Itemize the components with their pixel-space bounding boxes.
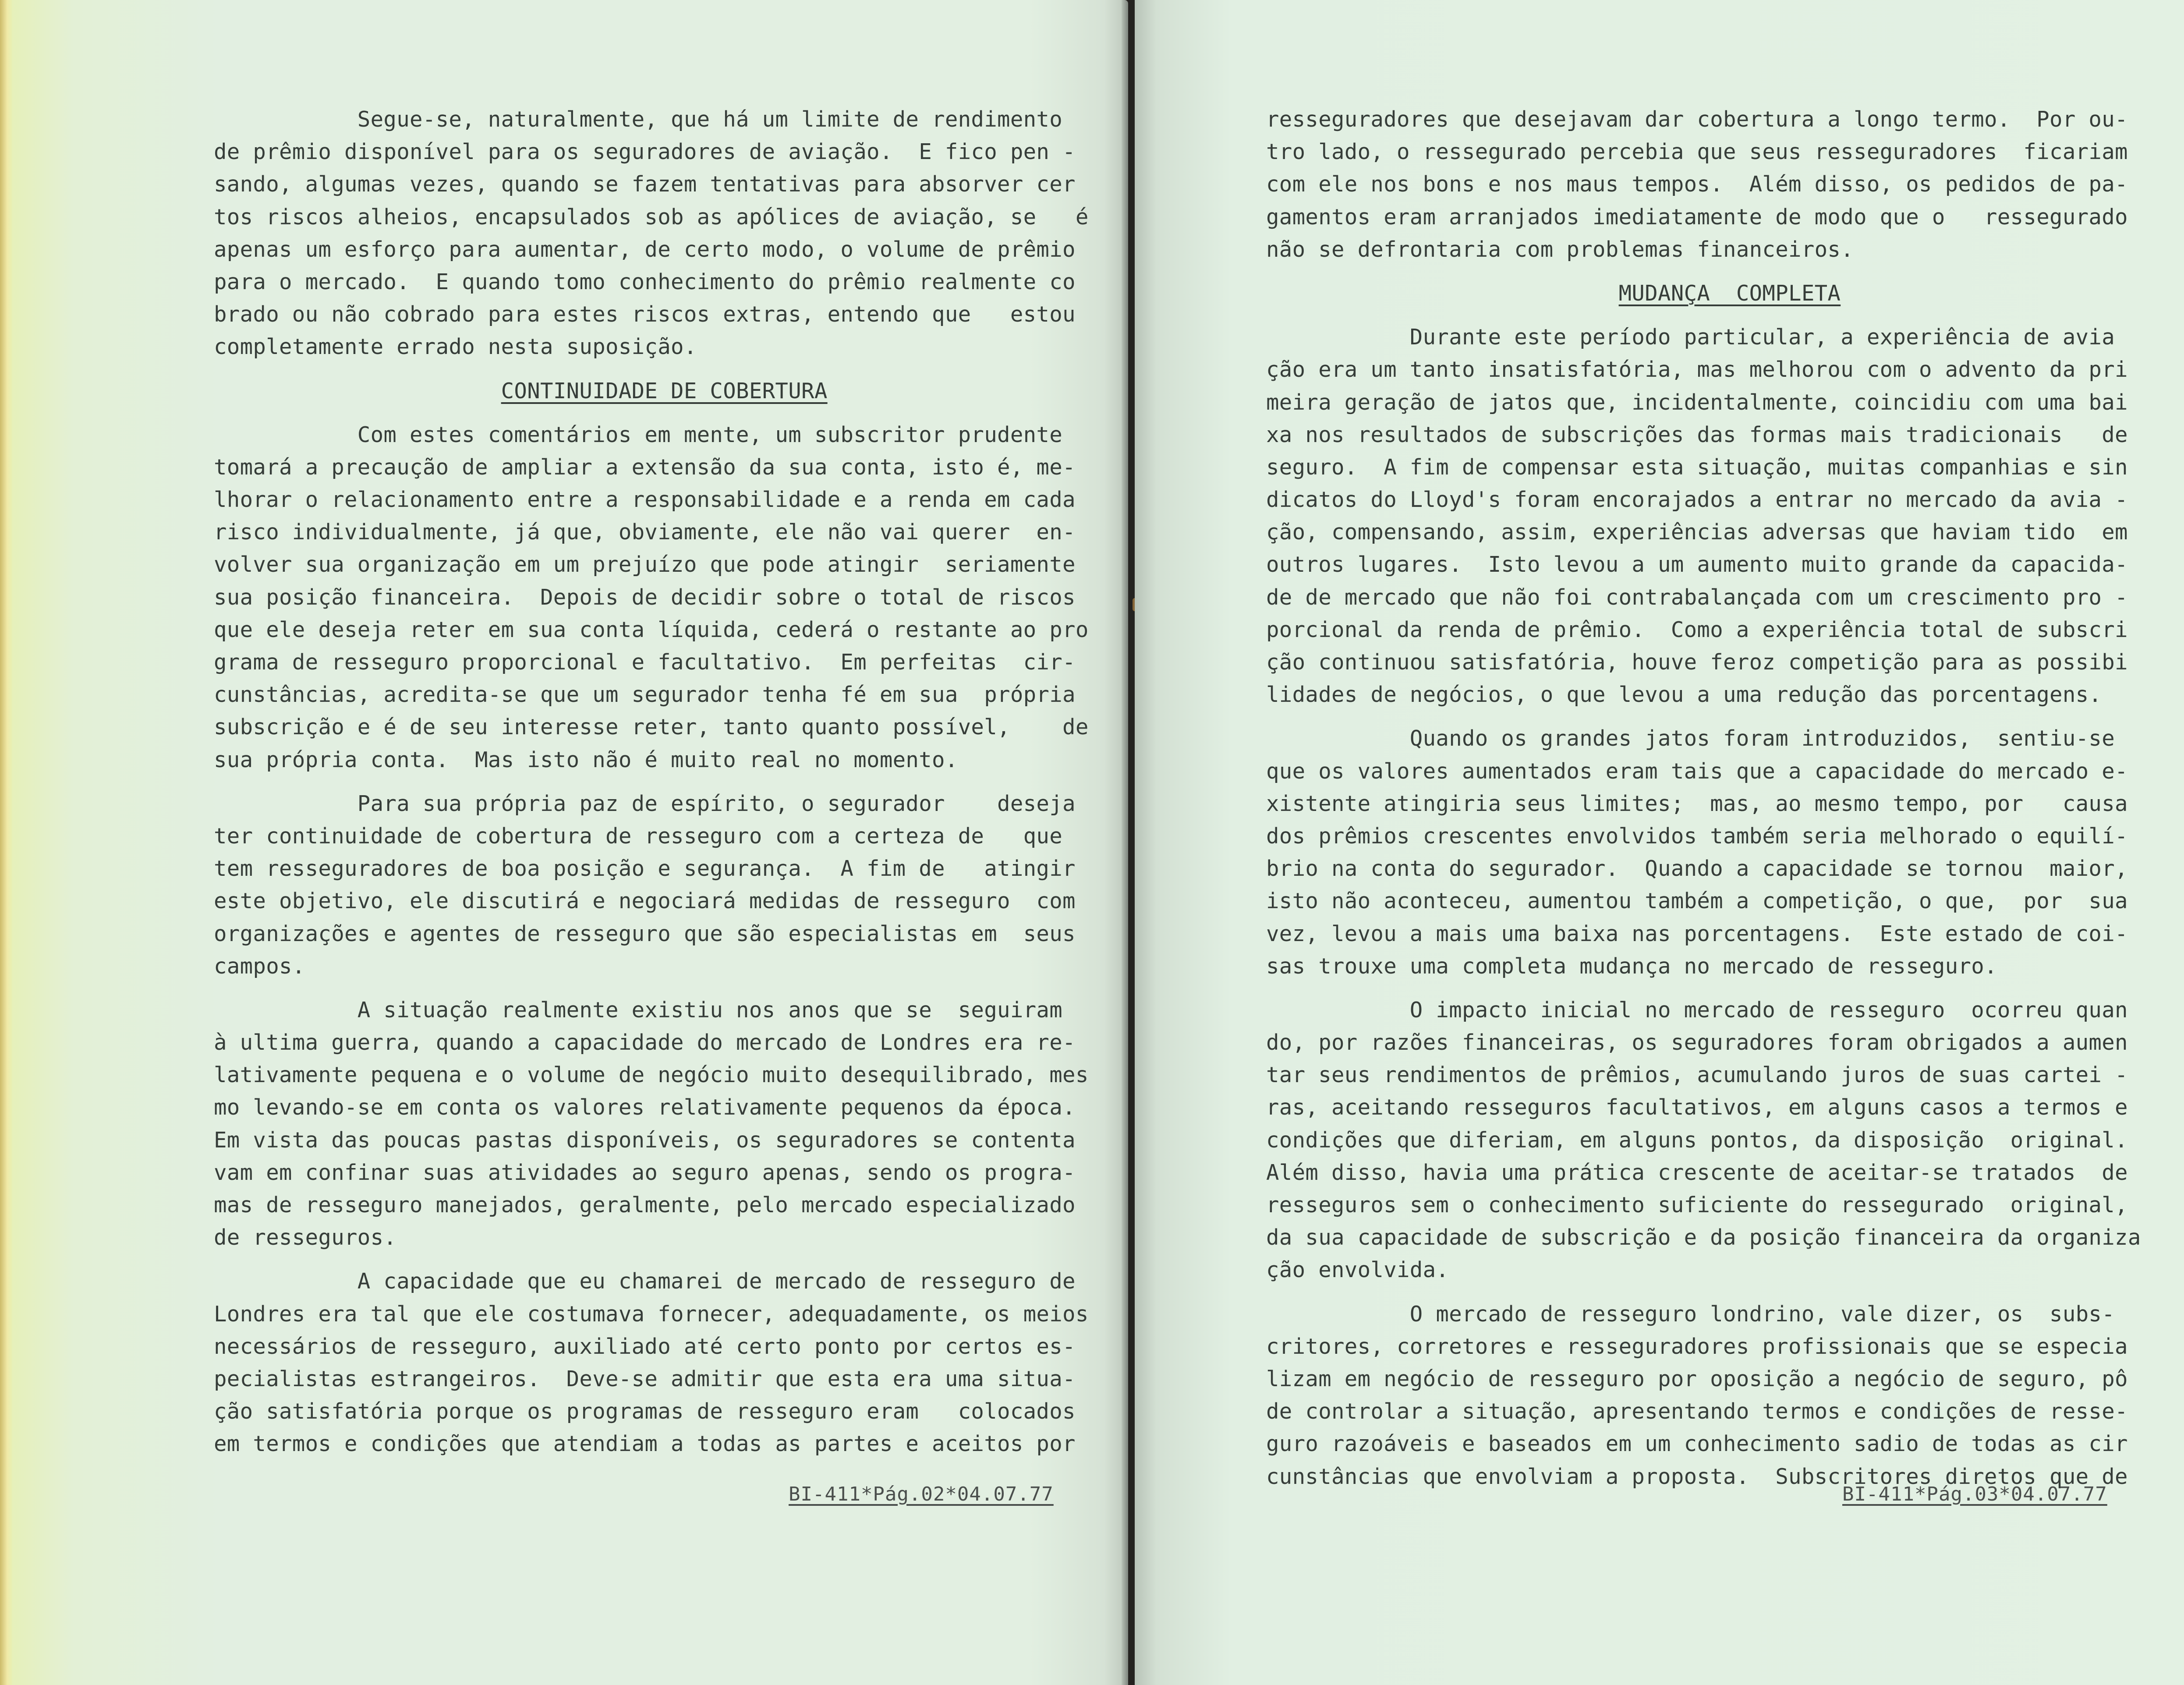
text-line: ção envolvida. xyxy=(1266,1257,1449,1283)
text-line: grama de resseguro proporcional e facultativo. Em perfeitas cir- xyxy=(214,650,1076,675)
text-line: xa nos resultados de subscrições das formas mais tradicionais de xyxy=(1266,422,2128,447)
text-line: A situação realmente existiu nos anos que se seguiram xyxy=(214,997,1063,1023)
text-line: Além disso, havia uma prática crescente de aceitar-se tratados de xyxy=(1266,1160,2128,1185)
text-line: lhorar o relacionamento entre a responsabilidade e a renda em cada xyxy=(214,487,1076,513)
text-line: ção continuou satisfatória, houve feroz competição para as possibi xyxy=(1266,650,2128,675)
right-page-body xyxy=(1266,103,2141,1493)
text-line: porcional da renda de prêmio. Como a experiência total de subscri xyxy=(1266,617,2128,642)
text-line: seguro. A fim de compensar esta situação, muitas companhias e sin xyxy=(1266,454,2128,480)
text-line: gamentos eram arranjados imediatamente de modo que o ressegurado xyxy=(1266,204,2128,230)
text-line: A capacidade que eu chamarei de mercado de resseguro de xyxy=(214,1269,1076,1294)
text-line: ter continuidade de cobertura de resseguro com a certeza de que xyxy=(214,823,1063,849)
text-line: este objetivo, ele discutirá e negociará medidas de resseguro com xyxy=(214,889,1076,914)
text-line: com ele nos bons e nos maus tempos. Além disso, os pedidos de pa- xyxy=(1266,172,2128,197)
text-line: campos. xyxy=(214,953,305,979)
text-line: Em vista das poucas pastas disponíveis, os seguradores se contenta xyxy=(214,1127,1076,1153)
text-line: outros lugares. Isto levou a um aumento muito grande da capacida- xyxy=(1266,552,2128,577)
text-line: cunstâncias, acredita-se que um segurador tenha fé em sua própria xyxy=(214,682,1076,708)
text-line: brado ou não cobrado para estes riscos extras, entendo que estou xyxy=(214,302,1076,327)
text-line: em termos e condições que atendiam a todas as partes e aceitos por xyxy=(214,1431,1076,1457)
text-line: meira geração de jatos que, incidentalmente, coincidiu com uma bai xyxy=(1266,389,2128,415)
text-line: resseguradores que desejavam dar cobertura a longo termo. Por ou- xyxy=(1266,107,2128,132)
text-line: à ultima guerra, quando a capacidade do mercado de Londres era re- xyxy=(214,1030,1076,1055)
text-line: xistente atingiria seus limites; mas, ao mesmo tempo, por causa xyxy=(1266,791,2128,816)
text-line: sando, algumas vezes, quando se fazem tentativas para absorver cer xyxy=(214,172,1076,197)
text-line: sas trouxe uma completa mudança no mercado de resseguro. xyxy=(1266,953,1997,979)
text-line: O impacto inicial no mercado de resseguro ocorreu quan xyxy=(1266,997,2128,1023)
text-line: ção era um tanto insatisfatória, mas melhorou com o advento da pri xyxy=(1266,357,2128,382)
text-line: volver sua organização em um prejuízo que pode atingir seriamente xyxy=(214,552,1076,577)
text-line: de controlar a situação, apresentando termos e condições de resse- xyxy=(1266,1399,2128,1424)
text-line: Durante este período particular, a experiência de avia xyxy=(1266,325,2115,350)
text-line: que ele deseja reter em sua conta líquida, cederá o restante ao pro xyxy=(214,617,1089,642)
text-line: mas de resseguro manejados, geralmente, pelo mercado especializado xyxy=(214,1193,1076,1218)
text-line: lidades de negócios, o que levou a uma redução das porcentagens. xyxy=(1266,682,2102,708)
text-line: tar seus rendimentos de prêmios, acumulando juros de suas cartei - xyxy=(1266,1062,2128,1088)
text-line: necessários de resseguro, auxiliado até certo ponto por certos es- xyxy=(214,1334,1076,1359)
text-line: Com estes comentários em mente, um subscritor prudente xyxy=(214,422,1063,447)
text-line: resseguros sem o conhecimento suficiente do ressegurado original, xyxy=(1266,1193,2128,1218)
text-line: do, por razões financeiras, os seguradores foram obrigados a aumen xyxy=(1266,1030,2128,1055)
left-page-body xyxy=(214,103,1089,1461)
text-line: condições que diferiam, em alguns pontos, da disposição original. xyxy=(1266,1127,2128,1153)
text-line: tos riscos alheios, encapsulados sob as apólices de aviação, se é xyxy=(214,204,1089,230)
text-line: tem resseguradores de boa posição e segurança. A fim de atingir xyxy=(214,856,1076,881)
text-line: completamente errado nesta suposição. xyxy=(214,334,697,360)
text-line: tomará a precaução de ampliar a extensão da sua conta, isto é, me- xyxy=(214,454,1076,480)
text-line: brio na conta do segurador. Quando a capacidade se tornou maior, xyxy=(1266,856,2128,881)
section-heading: CONTINUIDADE DE COBERTURA xyxy=(501,378,828,404)
right-page xyxy=(1135,0,2184,1685)
text-line: apenas um esforço para aumentar, de certo modo, o volume de prêmio xyxy=(214,237,1076,262)
text-line: dos prêmios crescentes envolvidos também seria melhorado o equilí- xyxy=(1266,823,2128,849)
text-line: organizações e agentes de resseguro que são especialistas em seus xyxy=(214,921,1076,946)
text-line: Londres era tal que ele costumava fornecer, adequadamente, os meios xyxy=(214,1301,1089,1327)
text-line: O mercado de resseguro londrino, vale dizer, os subs- xyxy=(1266,1301,2115,1327)
text-line: de de mercado que não foi contrabalançada com um crescimento pro - xyxy=(1266,584,2128,610)
text-line: risco individualmente, já que, obviamente, ele não vai querer en- xyxy=(214,520,1076,545)
text-line: tro lado, o ressegurado percebia que seus resseguradores ficariam xyxy=(1266,139,2128,165)
text-line: ção satisfatória porque os programas de resseguro eram colocados xyxy=(214,1399,1076,1424)
text-line: Para sua própria paz de espírito, o segurador deseja xyxy=(214,791,1076,816)
text-line: vez, levou a mais uma baixa nas porcentagens. Este estado de coi- xyxy=(1266,921,2128,946)
right-page-footer: BI-411*Pág.03*04.07.77 xyxy=(1842,1483,2107,1505)
text-line: dicatos do Lloyd's foram encorajados a entrar no mercado da avia - xyxy=(1266,487,2128,513)
text-line: lizam em negócio de resseguro por oposição a negócio de seguro, pô xyxy=(1266,1366,2128,1391)
section-heading: MUDANÇA COMPLETA xyxy=(1618,280,1841,306)
text-line: que os valores aumentados eram tais que a capacidade do mercado e- xyxy=(1266,758,2128,784)
text-line: ção, compensando, assim, experiências adversas que haviam tido em xyxy=(1266,520,2128,545)
text-line: não se defrontaria com problemas financeiros. xyxy=(1266,237,1854,262)
text-line: sua própria conta. Mas isto não é muito real no momento. xyxy=(214,747,958,772)
left-page-footer: BI-411*Pág.02*04.07.77 xyxy=(789,1483,1054,1505)
text-line: ras, aceitando resseguros facultativos, em alguns casos a termos e xyxy=(1266,1095,2128,1120)
text-line: pecialistas estrangeiros. Deve-se admitir que esta era uma situa- xyxy=(214,1366,1076,1391)
text-line: para o mercado. E quando tomo conhecimento do prêmio realmente co xyxy=(214,269,1076,294)
text-line: da sua capacidade de subscrição e da posição financeira da organiza xyxy=(1266,1225,2141,1250)
text-line: subscrição e é de seu interesse reter, tanto quanto possível, de xyxy=(214,715,1089,740)
text-line: Segue-se, naturalmente, que há um limite de rendimento xyxy=(214,107,1063,132)
text-line: cunstâncias que envolviam a proposta. Subscritores diretos que de xyxy=(1266,1464,2128,1489)
text-line: sua posição financeira. Depois de decidir sobre o total de riscos xyxy=(214,584,1076,610)
text-line: mo levando-se em conta os valores relativamente pequenos da época. xyxy=(214,1095,1076,1120)
text-line: de prêmio disponível para os seguradores de aviação. E fico pen - xyxy=(214,139,1076,165)
text-line: critores, corretores e resseguradores profissionais que se especia xyxy=(1266,1334,2128,1359)
text-line: lativamente pequena e o volume de negócio muito desequilibrado, mes xyxy=(214,1062,1089,1088)
text-line: isto não aconteceu, aumentou também a competição, o que, por sua xyxy=(1266,889,2128,914)
text-line: vam em confinar suas atividades ao seguro apenas, sendo os progra- xyxy=(214,1160,1076,1185)
text-line: guro razoáveis e baseados em um conhecimento sadio de todas as cir xyxy=(1266,1431,2128,1457)
text-line: de resseguros. xyxy=(214,1225,397,1250)
text-line: Quando os grandes jatos foram introduzidos, sentiu-se xyxy=(1266,726,2115,751)
